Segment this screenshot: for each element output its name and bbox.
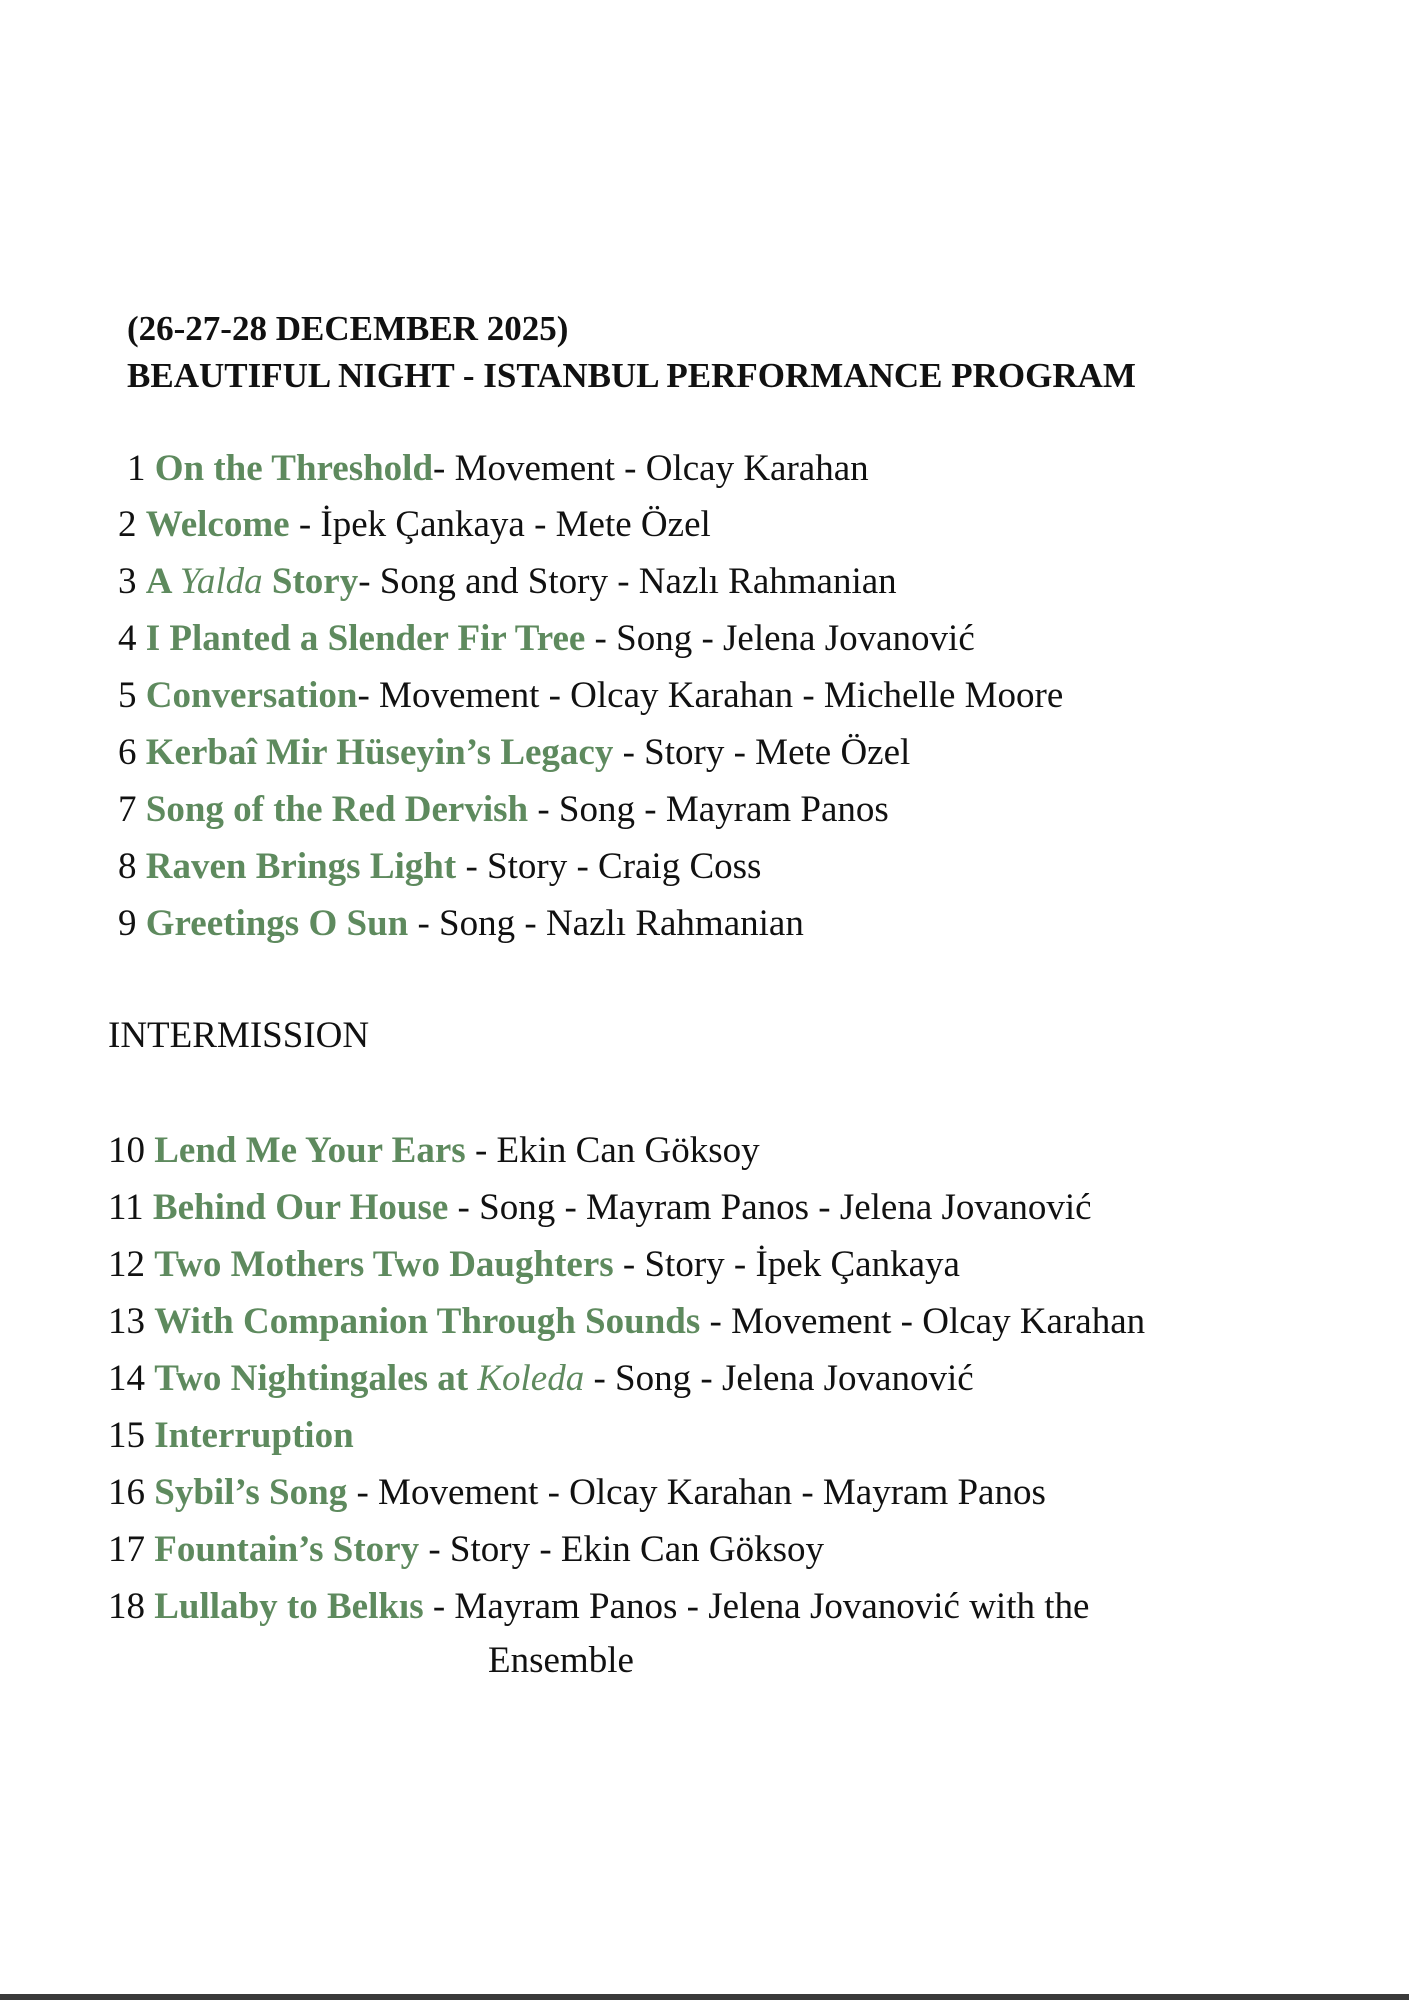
item-detail: - Story - Ekin Can Göksoy	[419, 1529, 825, 1570]
program-title: BEAUTIFUL NIGHT - ISTANBUL PERFORMANCE PROGRAM	[127, 356, 1136, 395]
item-title: On the Threshold	[154, 448, 434, 489]
program-item-3	[118, 560, 897, 604]
item-title-part: Story	[262, 561, 359, 602]
program-item-12	[108, 1243, 960, 1287]
item-detail: - Movement - Olcay Karahan - Michelle Moore	[357, 675, 1064, 716]
program-item-15	[108, 1414, 354, 1458]
program-item-5	[118, 674, 1063, 718]
item-title: Raven Brings Light	[145, 846, 457, 887]
item-number: 2	[118, 504, 137, 545]
program-item-1	[127, 447, 869, 491]
item-number: 1	[127, 448, 146, 489]
program-header	[127, 305, 1136, 399]
item-title: Greetings O Sun	[145, 903, 409, 944]
item-title: Lend Me Your Ears	[154, 1130, 466, 1171]
item-title: Conversation	[145, 675, 358, 716]
item-detail: - Song - Mayram Panos	[528, 789, 889, 830]
item-number: 13	[108, 1301, 145, 1342]
item-title: I Planted a Slender Fir Tree	[145, 618, 586, 659]
item-number: 12	[108, 1244, 145, 1285]
item-number: 16	[108, 1472, 145, 1513]
item-detail: - Mayram Panos - Jelena Jovanović with the	[423, 1586, 1090, 1627]
item-number: 5	[118, 675, 137, 716]
item-title: Sybil’s Song	[154, 1472, 348, 1513]
intermission-label: INTERMISSION	[108, 1015, 370, 1056]
item-detail: - Song - Mayram Panos - Jelena Jovanović	[448, 1187, 1092, 1228]
item-title: Welcome	[145, 504, 290, 545]
item-title: With Companion Through Sounds	[154, 1301, 701, 1342]
item-title	[154, 1358, 584, 1399]
item-detail: - Song - Jelena Jovanović	[584, 1358, 974, 1399]
program-item-16	[108, 1471, 1046, 1515]
item-number: 15	[108, 1415, 145, 1456]
item-number: 9	[118, 903, 137, 944]
item-title: Lullaby to Belkıs	[154, 1586, 424, 1627]
item-title-part: Two Nightingales at	[154, 1358, 478, 1399]
item-title-italic: Yalda	[179, 561, 263, 602]
item-detail: - Story - İpek Çankaya	[613, 1244, 960, 1285]
item-number: 3	[118, 561, 137, 602]
program-item-2	[118, 503, 711, 547]
item-title-italic: Koleda	[477, 1358, 585, 1399]
program-item-11	[108, 1186, 1092, 1230]
program-item-10	[108, 1129, 760, 1173]
item-number: 8	[118, 846, 137, 887]
item-detail: - Song - Nazlı Rahmanian	[408, 903, 804, 944]
item-detail: - Movement - Olcay Karahan	[433, 448, 869, 489]
program-item-18-continuation: Ensemble	[488, 1640, 634, 1681]
item-detail: - Movement - Olcay Karahan - Mayram Panos	[347, 1472, 1046, 1513]
item-title	[146, 561, 358, 602]
item-title: Fountain’s Story	[154, 1529, 420, 1570]
program-item-17	[108, 1528, 824, 1572]
program-item-18	[108, 1585, 1089, 1629]
item-title-part: A	[145, 561, 180, 602]
item-number: 4	[118, 618, 137, 659]
item-number: 10	[108, 1130, 145, 1171]
item-title: Kerbaî Mir Hüseyin’s Legacy	[145, 732, 614, 773]
program-item-7	[118, 788, 889, 832]
item-number: 14	[108, 1358, 145, 1399]
item-number: 6	[118, 732, 137, 773]
item-detail: - Story - Mete Özel	[613, 732, 911, 773]
item-detail: - İpek Çankaya - Mete Özel	[289, 504, 711, 545]
item-number: 11	[108, 1187, 144, 1228]
item-number: 7	[118, 789, 137, 830]
program-item-9	[118, 902, 804, 946]
item-title: Interruption	[154, 1415, 354, 1456]
item-title: Behind Our House	[152, 1187, 449, 1228]
item-detail: - Story - Craig Coss	[456, 846, 762, 887]
program-item-8	[118, 845, 761, 889]
program-dates: (26-27-28 DECEMBER 2025)	[127, 309, 569, 348]
item-number: 18	[108, 1586, 145, 1627]
item-detail: - Song and Story - Nazlı Rahmanian	[358, 561, 897, 602]
item-number: 17	[108, 1529, 145, 1570]
item-title: Song of the Red Dervish	[145, 789, 529, 830]
program-item-4	[118, 617, 975, 661]
program-item-13	[108, 1300, 1145, 1344]
program-item-6	[118, 731, 910, 775]
item-detail: - Song - Jelena Jovanović	[585, 618, 975, 659]
item-title: Two Mothers Two Daughters	[154, 1244, 614, 1285]
item-detail: - Ekin Can Göksoy	[465, 1130, 760, 1171]
item-detail: - Movement - Olcay Karahan	[700, 1301, 1146, 1342]
page-bottom-edge	[0, 1994, 1409, 2000]
program-item-14	[108, 1357, 974, 1401]
